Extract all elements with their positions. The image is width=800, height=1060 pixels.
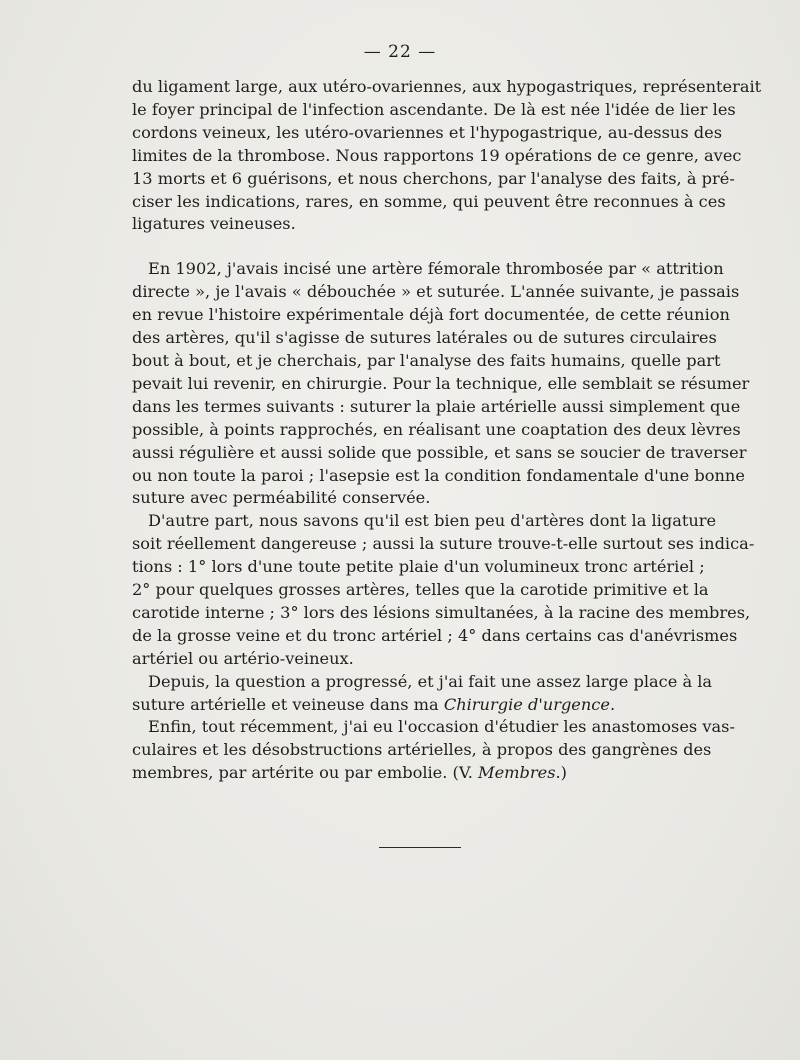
book-title-italic: Chirurgie d'urgence [443, 694, 610, 714]
text-line [132, 694, 704, 717]
text-line: carotide interne ; 3° lors des lésions simultanées, à la racine des membres, [132, 602, 751, 622]
paragraph-veinous-ligatures [132, 76, 762, 236]
page-number: — 22 — [363, 42, 437, 62]
text-line: 13 morts et 6 guérisons, et nous cherchons, par l'analyse des faits, à pré- [132, 168, 735, 188]
paragraph-gap [132, 236, 704, 258]
text-line: 2° pour quelques grosses artères, telles que la carotide primitive et la [132, 580, 709, 600]
text-line: En 1902, j'avais incisé une artère fémorale thrombosée par « attrition [148, 259, 724, 279]
text-line: aussi régulière et aussi solide que possible, et sans se soucier de traverser [132, 442, 747, 462]
body-text [132, 76, 762, 785]
text-line: bout à bout, et je cherchais, par l'analyse des faits humains, quelle part [132, 350, 721, 370]
text-run: suture artérielle et veineuse dans ma [132, 694, 444, 714]
cross-reference-italic: Membres [478, 763, 556, 783]
text-line: limites de la thrombose. Nous rapportons 19 opérations de ce genre, avec [132, 145, 742, 165]
text-line: culaires et les désobstructions artérielles, à propos des gangrènes des [132, 740, 712, 760]
text-line: artériel ou artério-veineux. [132, 648, 354, 668]
text-line [132, 762, 704, 785]
text-run: . [609, 694, 616, 714]
text-line: directe », je l'avais « débouchée » et suturée. L'année suivante, je passais [132, 282, 740, 302]
text-line: soit réellement dangereuse ; aussi la suture trouve-t-elle surtout ses indica- [132, 534, 755, 554]
paragraph-suture-indications [132, 510, 755, 670]
text-line: tions : 1° lors d'une toute petite plaie d'un volumineux tronc artériel ; [132, 557, 705, 577]
paragraph-question-progressed [132, 671, 713, 717]
text-line: cordons veineux, les utéro-ovariennes et l'hypogastrique, au-dessus des [132, 122, 723, 142]
text-line: du ligament large, aux utéro-ovariennes, aux hypogastriques, représenterait [132, 77, 762, 96]
text-line: possible, à points rapprochés, en réalisant une coaptation des deux lèvres [132, 419, 741, 439]
text-line: Depuis, la question a progressé, et j'ai fait une assez large place à la [148, 671, 713, 691]
text-line: Enfin, tout récemment, j'ai eu l'occasion d'étudier les anastomoses vas- [148, 717, 735, 737]
paragraph-1902-arterial-suture [132, 258, 750, 510]
text-line: de la grosse veine et du tronc artériel ; 4° dans certains cas d'anévrismes [132, 625, 738, 645]
text-line: pevait lui revenir, en chirurgie. Pour la technique, elle semblait se résumer [132, 373, 750, 393]
text-line: ligatures veineuses. [132, 214, 296, 234]
closing-rule [379, 847, 461, 848]
text-run: membres, par artérite ou par embolie. (V. [132, 763, 479, 783]
text-line: le foyer principal de l'infection ascendante. De là est née l'idée de lier les [132, 99, 736, 119]
text-line: en revue l'histoire expérimentale déjà fort documentée, de cette réunion [132, 305, 730, 325]
paragraph-recent-anastomoses [132, 716, 735, 785]
text-line: dans les termes suivants : suturer la plaie artérielle aussi simplement que [132, 396, 741, 416]
text-line: des artères, qu'il s'agisse de sutures latérales ou de sutures circulaires [132, 328, 717, 348]
text-line: ou non toute la paroi ; l'asepsie est la condition fondamentale d'une bonne [132, 465, 745, 485]
text-run: .) [555, 763, 567, 783]
text-line: D'autre part, nous savons qu'il est bien peu d'artères dont la ligature [148, 511, 717, 531]
text-line: ciser les indications, rares, en somme, qui peuvent être reconnues à ces [132, 191, 726, 211]
text-line: suture avec perméabilité conservée. [132, 488, 431, 508]
